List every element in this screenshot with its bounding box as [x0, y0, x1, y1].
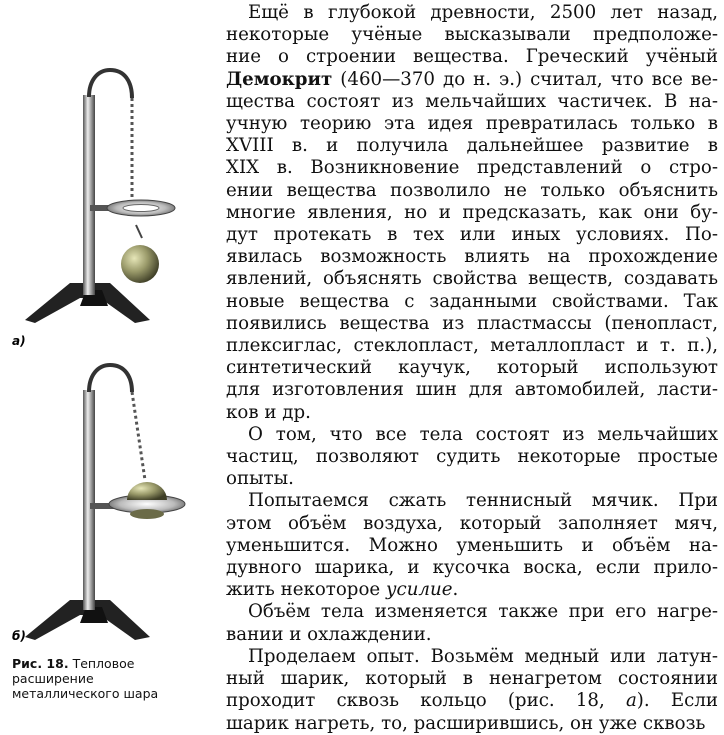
text-line: вании и охлаждении.: [226, 623, 432, 645]
text-line: многие явления, но и предсказать, как они бу-: [226, 201, 718, 223]
text-line: Проделаем опыт. Возьмём медный или латун-: [248, 645, 718, 667]
caption-line-2: расширение: [12, 671, 94, 686]
text-line: синтетический каучук, который используют: [226, 357, 718, 379]
text-line: дувного шарика, и кусочка воска, если прило-: [226, 557, 718, 579]
body-text: [226, 2, 718, 735]
text-line: шарик нагреть, то, расширившись, он уже сквозь: [226, 712, 706, 734]
caption-line-3: металлического шара: [12, 686, 159, 701]
text-line: XIX в. Возникновение представлений о стро-: [226, 157, 718, 179]
figure-illustration: [0, 0, 225, 721]
text-line: учную теорию эта идея превратилась только в: [226, 113, 718, 135]
text-line: явилась возможность влиять на прохождение: [226, 246, 718, 268]
text-line: проходит сквозь кольцо (рис. 18, а). Если: [226, 690, 718, 712]
text-line: появились вещества из пластмассы (пенопласт,: [226, 312, 718, 334]
text-line: Ещё в глубокой древности, 2500 лет назад,: [248, 2, 718, 23]
text-line: щества состоят из мельчайших частичек. В на-: [226, 90, 718, 112]
paragraph-1: [226, 2, 718, 424]
text-line: этом объём воздуха, который заполняет мяч,: [226, 512, 718, 534]
text-line: Объём тела изменяется также при его нагре-: [248, 601, 718, 623]
text-line: уменьшится. Можно уменьшить и объём на-: [226, 534, 718, 556]
text-line: ние о строении вещества. Греческий учёный: [226, 46, 718, 68]
paragraph-2: [226, 424, 718, 491]
paragraph-5: [226, 646, 718, 735]
stand-b: [25, 365, 185, 640]
text-line: XVIII в. и получила дальнейшее развитие в: [226, 135, 718, 157]
text-line: явлений, объяснять свойства веществ, создавать: [226, 268, 718, 290]
text-line: О том, что все тела состоят из мельчайших: [248, 423, 718, 445]
caption-line-1: Тепловое: [72, 656, 135, 671]
text-line: частиц, позволяют судить некоторые простые: [226, 446, 718, 468]
stand-a: [25, 70, 175, 323]
text-line: опыты.: [226, 468, 294, 490]
text-line: ении вещества позволило не только объяснить: [226, 179, 718, 201]
figure-label-b: б): [12, 629, 26, 643]
text-line: дут протекать в тех или иных условиях. По-: [226, 224, 718, 246]
figure-label-a: а): [12, 334, 26, 348]
figure-caption: [12, 656, 217, 701]
text-line: жить некоторое усилие.: [226, 579, 459, 601]
text-line: Попытаемся сжать теннисный мячик. При: [248, 490, 718, 512]
text-line: плексиглас, стеклопласт, металлопласт и т. п.),: [226, 335, 718, 357]
text-line: ный шарик, который в ненагретом состоянии: [226, 668, 718, 690]
text-line: некоторые учёные высказывали предположе-: [226, 24, 718, 46]
caption-number: Рис. 18.: [12, 656, 69, 671]
figure-18: [0, 0, 225, 721]
text-line: для изготовления шин для автомобилей, ласти-: [226, 379, 718, 401]
paragraph-3: [226, 490, 718, 601]
text-line: ков и др.: [226, 401, 311, 423]
paragraph-4: [226, 601, 718, 645]
text-line: Демокрит (460—370 до н. э.) считал, что все ве-: [226, 68, 718, 90]
text-line: новые вещества с заданными свойствами. Так: [226, 290, 718, 312]
